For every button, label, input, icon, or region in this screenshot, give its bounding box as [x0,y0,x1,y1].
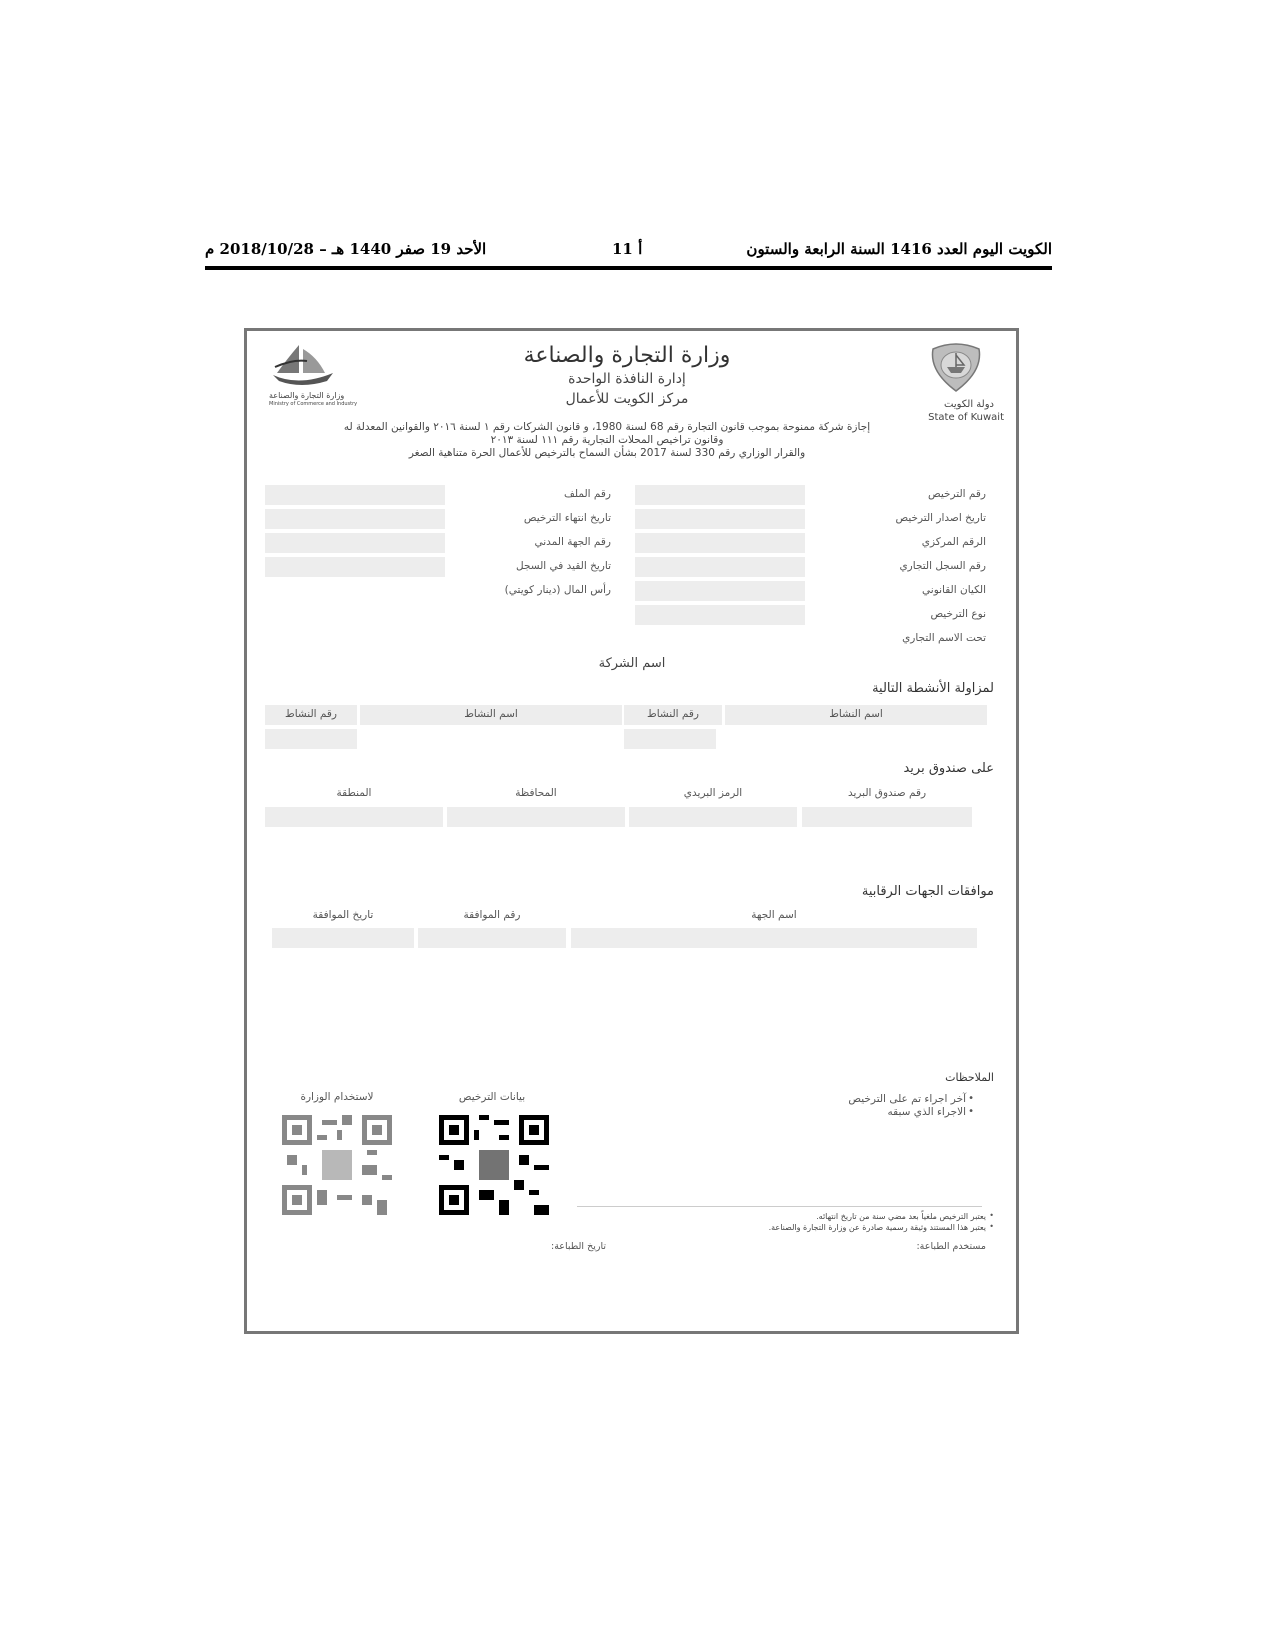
legal-entity-value [635,581,805,601]
activities-heading: لمزاولة الأنشطة التالية [872,681,994,696]
license-type-value [635,605,805,625]
print-date-label: تاريخ الطباعة: [551,1241,606,1252]
center-title: مركز الكويت للأعمال [565,391,689,407]
legal-entity-label: الكيان القانوني [922,584,986,596]
registration-date-value [265,557,445,577]
activity-name-header-2: اسم النشاط [464,708,518,720]
approval-date-header: تاريخ الموافقة [312,909,374,921]
footnote-1: يعتبر الترخيص ملغياً بعد مضي سنة من تاريخ انتهائه. [816,1212,986,1221]
trade-name-label: تحت الاسم التجاري [902,632,986,644]
governorate-header: المحافظة [515,787,557,799]
ministry-use-qr-code-icon [282,1115,392,1215]
expiry-date-label: تاريخ انتهاء الترخيص [523,512,611,524]
legal-line-2: وقانون تراخيص المحلات التجارية رقم ١١١ لسنة ٢٠١٣ [490,434,724,446]
footer-divider [577,1206,982,1207]
approval-date-value [272,928,414,948]
license-type-label: نوع الترخيص [930,608,986,620]
bullet-icon: • [968,1093,974,1104]
postal-code-header: الرمز البريدي [683,787,743,799]
logo-caption-en: Ministry of Commerce and Industry [269,401,358,407]
license-number-label: رقم الترخيص [927,488,986,500]
activity-number-header-2: رقم النشاط [285,708,337,720]
authority-name-value [571,928,977,948]
note-item-2: الاجراء الذي سبقه [887,1106,966,1118]
central-number-value [635,533,805,553]
footnote-2: يعتبر هذا المستند وثيقة رسمية صادرة عن وزارة التجارة والصناعة. [768,1223,986,1232]
authority-name-header: اسم الجهة [751,909,797,921]
file-number-value [265,485,445,505]
ministry-use-qr-label: لاستخدام الوزارة [300,1091,374,1103]
issue-date-value [635,509,805,529]
department-title: إدارة النافذة الواحدة [568,371,686,387]
notes-heading: الملاحظات [945,1071,994,1084]
registration-date-label: تاريخ القيد في السجل [516,560,611,572]
civil-number-label: رقم الجهة المدني [534,536,611,548]
logo-caption-ar: وزارة التجارة والصناعة [269,391,345,400]
gazette-date: الأحد 19 صفر 1440 هـ – 2018/10/28 م [205,240,487,258]
central-number-label: الرقم المركزي [921,536,986,548]
activity-number-value-1 [624,729,716,749]
bullet-icon: • [989,1211,994,1220]
issue-date-label: تاريخ اصدار الترخيص [895,512,986,524]
governorate-value [447,807,625,827]
legal-line-3: والقرار الوزاري رقم 330 لسنة 2017 بشأن السماح بالترخيص للأعمال الحرة متناهية الصغر [408,447,806,459]
file-number-label: رقم الملف [564,488,611,500]
capital-label: رأس المال (دينار كويتي) [504,584,611,596]
postal-code-value [629,807,797,827]
approval-number-value [418,928,566,948]
company-name-label: اسم الشركة [598,656,666,671]
po-box-number-header: رقم صندوق البريد [847,787,927,799]
gazette-header [205,232,1052,272]
expiry-date-value [265,509,445,529]
note-item-1: آخر اجراء تم على الترخيص [848,1093,966,1105]
bullet-icon: • [968,1106,974,1117]
civil-number-value [265,533,445,553]
legal-line-1: إجازة شركة ممنوحة بموجب قانون التجارة رقم 68 لسنة 1980، و قانون الشركات رقم ١ لسنة ٢٠١٦ والقوانين المعدلة له [343,421,871,433]
license-data-qr-label: بيانات الترخيص [458,1091,526,1103]
approval-number-header: رقم الموافقة [463,909,521,921]
gazette-issue: الكويت اليوم العدد 1416 السنة الرابعة والستون [746,240,1052,258]
state-name-ar: دولة الكويت [944,399,994,410]
area-value [265,807,443,827]
commercial-register-value [635,557,805,577]
activity-name-header-1: اسم النشاط [829,708,883,720]
state-name-en: State of Kuwait [928,412,1004,423]
printed-by-label: مستخدم الطباعة: [916,1241,986,1252]
ministry-dhow-logo-icon [269,343,339,389]
license-certificate [244,328,1019,1334]
po-box-heading: على صندوق بريد [903,761,994,776]
license-number-value [635,485,805,505]
bullet-icon: • [989,1222,994,1231]
header-rule [205,266,1052,270]
activity-number-value-2 [265,729,357,749]
activity-number-header-1: رقم النشاط [647,708,699,720]
license-data-qr-code-icon [439,1115,549,1215]
page-number: 11 أ [612,240,643,258]
area-header: المنطقة [336,787,372,799]
commercial-register-label: رقم السجل التجاري [899,560,986,572]
ministry-title: وزارة التجارة والصناعة [523,343,731,368]
approvals-heading: موافقات الجهات الرقابية [861,884,994,899]
kuwait-emblem-icon [927,341,985,393]
po-box-number-value [802,807,972,827]
